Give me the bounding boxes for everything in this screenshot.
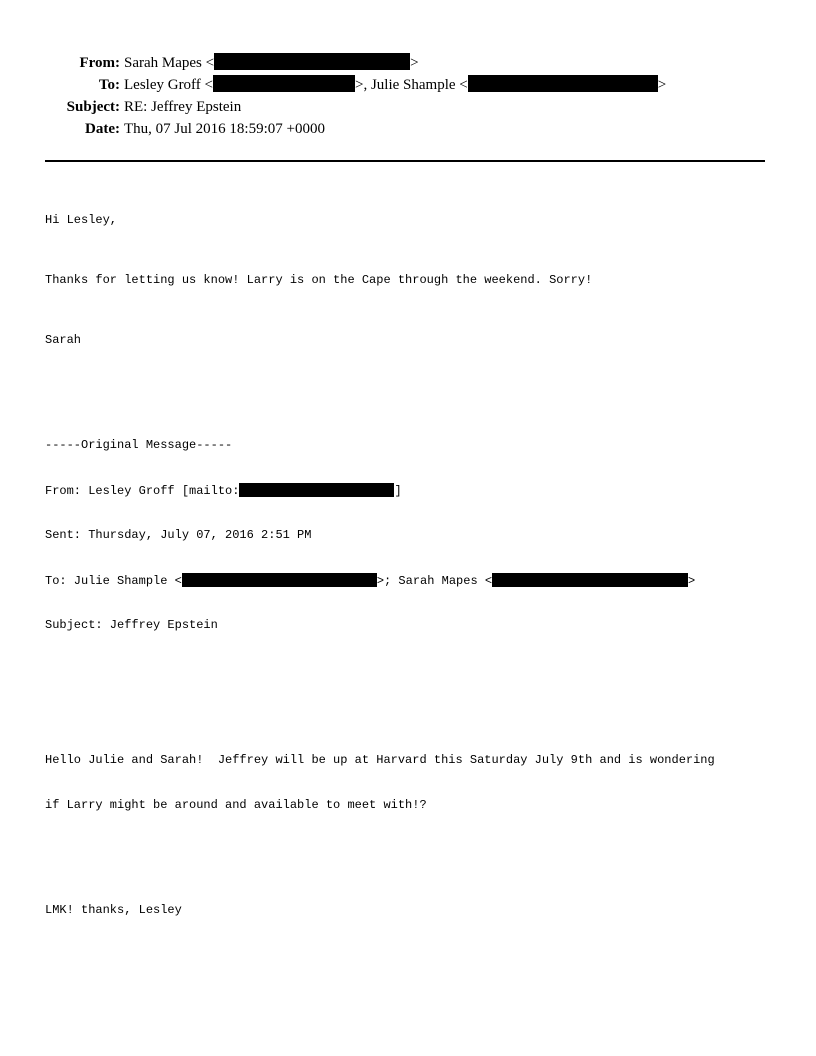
original-to-suffix: > [688, 574, 696, 588]
redaction-box [239, 483, 394, 497]
to-row [0, 74, 816, 96]
redaction-box [492, 573, 688, 587]
greeting: Hi Lesley, [45, 213, 118, 227]
redaction-box [182, 573, 377, 587]
date-label: Date: [85, 121, 120, 137]
quoted-line-2: if Larry might be around and available to meet with!? [45, 798, 427, 812]
message-text: Thanks for letting us know! Larry is on the Cape through the weekend. Sorry! [45, 273, 593, 287]
email-body [45, 183, 785, 948]
subject-label: Subject: [66, 99, 120, 115]
to-name-1: Lesley Groff < [124, 77, 213, 93]
date-row [0, 118, 816, 140]
original-from-line [45, 483, 785, 498]
email-header [0, 52, 816, 140]
signoff: Sarah [45, 333, 82, 347]
to-label: To: [98, 77, 120, 93]
to-separator: >, Julie Shample < [355, 77, 468, 93]
original-message-block [45, 408, 785, 663]
quoted-line-1: Hello Julie and Sarah! Jeffrey will be up at Harvard this Saturday July 9th and is wondering [45, 753, 715, 767]
original-subject-line: Subject: Jeffrey Epstein [45, 618, 218, 632]
original-to-line [45, 573, 785, 588]
from-label: From: [79, 55, 120, 71]
from-name: Sarah Mapes < [124, 55, 215, 71]
from-row [0, 52, 816, 74]
original-separator: -----Original Message----- [45, 438, 233, 452]
original-sent-line: Sent: Thursday, July 07, 2016 2:51 PM [45, 528, 312, 542]
header-divider [45, 160, 765, 162]
to-value [124, 74, 666, 96]
original-from-suffix: ] [394, 484, 402, 498]
closing: LMK! thanks, Lesley [45, 903, 182, 917]
redaction-box [214, 53, 410, 70]
to-close: > [657, 77, 667, 93]
redaction-box [468, 75, 658, 92]
from-value [124, 52, 419, 74]
original-to-mid: >; Sarah Mapes < [376, 574, 493, 588]
original-to-prefix: To: Julie Shample < [45, 574, 182, 588]
from-close: > [410, 55, 419, 71]
redaction-box [213, 75, 355, 92]
quoted-message [45, 723, 785, 843]
date-value: Thu, 07 Jul 2016 18:59:07 +0000 [124, 121, 325, 137]
subject-value: RE: Jeffrey Epstein [124, 99, 242, 115]
subject-row [0, 96, 816, 118]
original-from-prefix: From: Lesley Groff [mailto: [45, 484, 240, 498]
